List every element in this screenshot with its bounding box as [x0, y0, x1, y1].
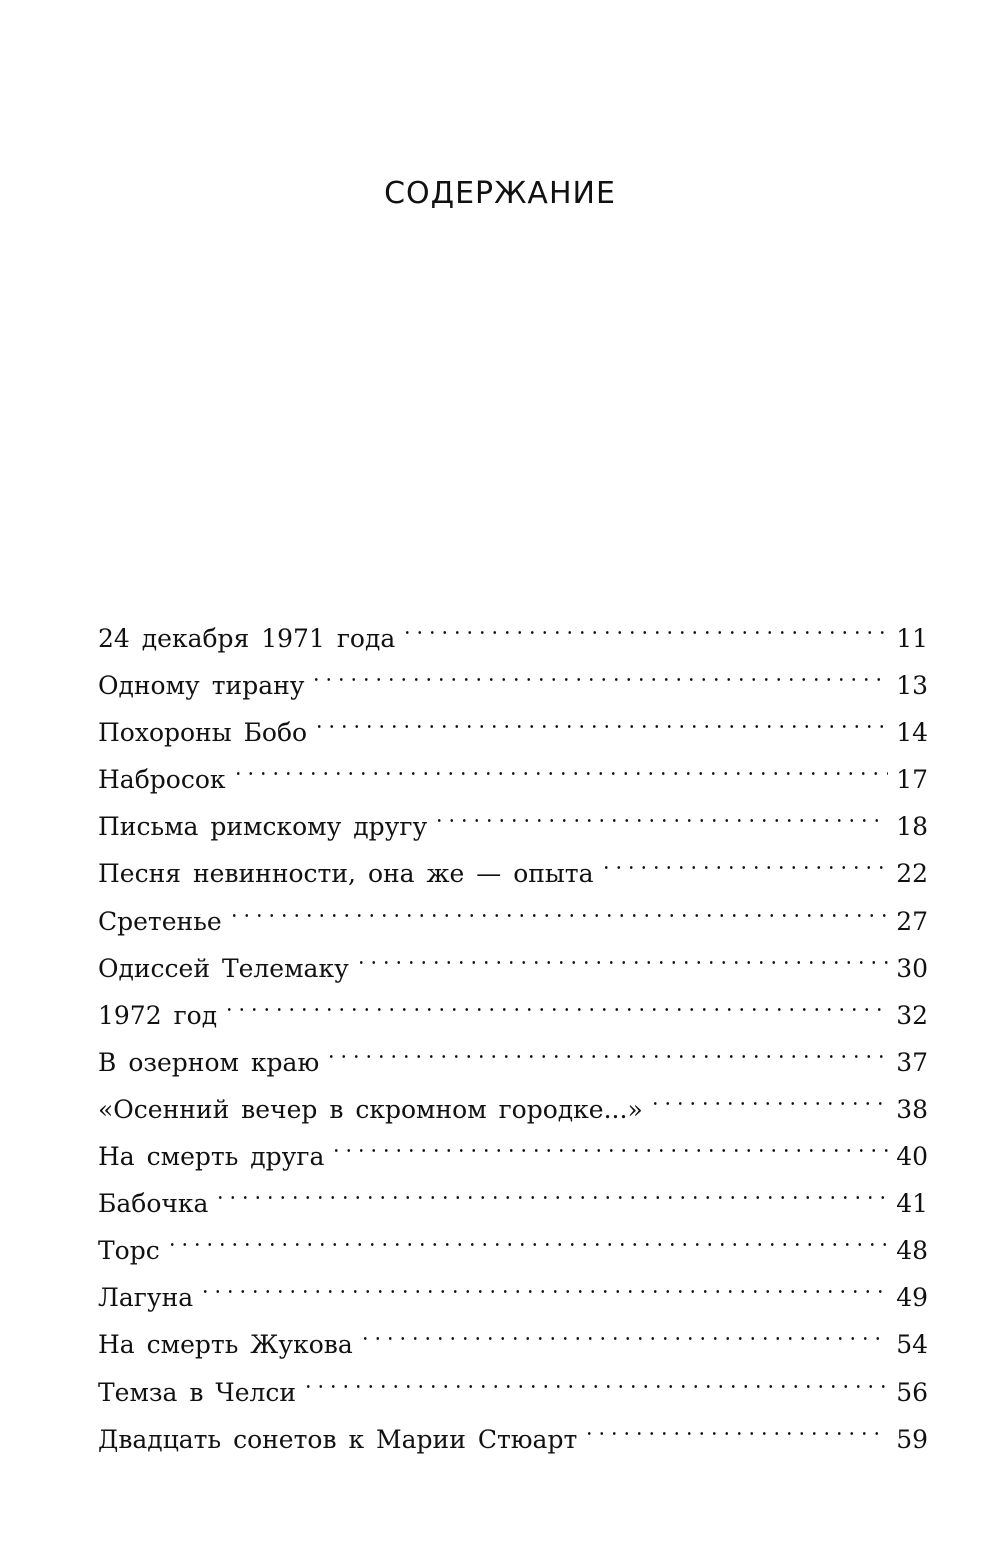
- toc-entry-page: 32: [896, 1000, 928, 1030]
- toc-entry-page: 38: [896, 1094, 928, 1124]
- toc-entry[interactable]: [98, 1306, 928, 1360]
- dot-leader: [330, 1118, 888, 1165]
- dot-leader: [583, 1401, 888, 1448]
- dot-leader: [223, 977, 888, 1024]
- dot-leader: [325, 1024, 888, 1071]
- toc-entry-page: 59: [896, 1424, 928, 1454]
- toc-entry-page: 27: [896, 906, 928, 936]
- toc-entry-title: Темза в Челси: [98, 1377, 297, 1407]
- toc-entry-title: Набросок: [98, 765, 226, 795]
- toc-entry-page: 11: [896, 624, 928, 653]
- toc-entry-title: Сретенье: [98, 906, 222, 936]
- toc-entry-title: Песня невинности, она же — опыта: [98, 859, 594, 889]
- dot-leader: [649, 1071, 888, 1118]
- toc-entry-title: Одиссей Телемаку: [98, 953, 349, 983]
- dot-leader: [401, 600, 888, 647]
- dot-leader: [228, 883, 889, 930]
- dot-leader: [600, 835, 889, 882]
- toc-entry-page: 54: [896, 1330, 928, 1360]
- toc-entry-title: Торс: [98, 1236, 160, 1266]
- toc-entry-title: На смерть друга: [98, 1142, 325, 1172]
- toc-entry-title: Лагуна: [98, 1283, 194, 1313]
- toc-entry-title: На смерть Жукова: [98, 1330, 353, 1360]
- toc-entry-title: Письма римскому другу: [98, 812, 428, 842]
- toc-entry-page: 56: [896, 1377, 928, 1407]
- dot-leader: [310, 647, 888, 694]
- dot-leader: [199, 1259, 888, 1306]
- dot-leader: [214, 1165, 888, 1212]
- toc-entry-title: Двадцать сонетов к Марии Стюарт: [98, 1424, 578, 1454]
- toc-entry-title: В озерном краю: [98, 1047, 320, 1077]
- dot-leader: [302, 1354, 888, 1401]
- toc-entry[interactable]: [98, 930, 928, 983]
- toc-entry-title: Одному тирану: [98, 671, 305, 701]
- toc-entry-title: 1972 год: [98, 1000, 218, 1030]
- dot-leader: [232, 741, 889, 788]
- dot-leader: [166, 1212, 888, 1259]
- toc-entry[interactable]: [98, 1024, 928, 1077]
- toc-entry-page: 37: [896, 1047, 928, 1077]
- toc-entry[interactable]: [98, 977, 928, 1030]
- toc-entry-title: «Осенний вечер в скромном городке...»: [98, 1094, 643, 1124]
- toc-entry-page: 18: [896, 812, 928, 842]
- page-title: СОДЕРЖАНИЕ: [384, 176, 616, 211]
- toc-entry-page: 17: [896, 765, 928, 795]
- toc-entry-page: 48: [896, 1236, 928, 1266]
- toc-entry-title: 24 декабря 1971 года: [98, 624, 396, 653]
- toc-entry[interactable]: [98, 1212, 928, 1266]
- toc-entry-page: 40: [896, 1142, 928, 1172]
- toc-entry-page: 30: [896, 953, 928, 983]
- table-of-contents: [98, 600, 928, 1454]
- toc-entry-page: 41: [896, 1189, 928, 1219]
- toc-entry-page: 22: [896, 859, 928, 889]
- toc-entry-title: Похороны Бобо: [98, 718, 308, 748]
- toc-entry-title: Бабочка: [98, 1189, 209, 1219]
- toc-entry[interactable]: [98, 1165, 928, 1219]
- dot-leader: [355, 930, 888, 977]
- dot-leader: [359, 1306, 888, 1353]
- dot-leader: [313, 694, 888, 741]
- toc-entry-page: 14: [896, 718, 928, 748]
- dot-leader: [433, 788, 888, 835]
- toc-entry[interactable]: [98, 600, 928, 653]
- toc-entry-page: 49: [896, 1283, 928, 1313]
- toc-entry[interactable]: [98, 1259, 928, 1313]
- toc-entry-page: 13: [896, 671, 928, 701]
